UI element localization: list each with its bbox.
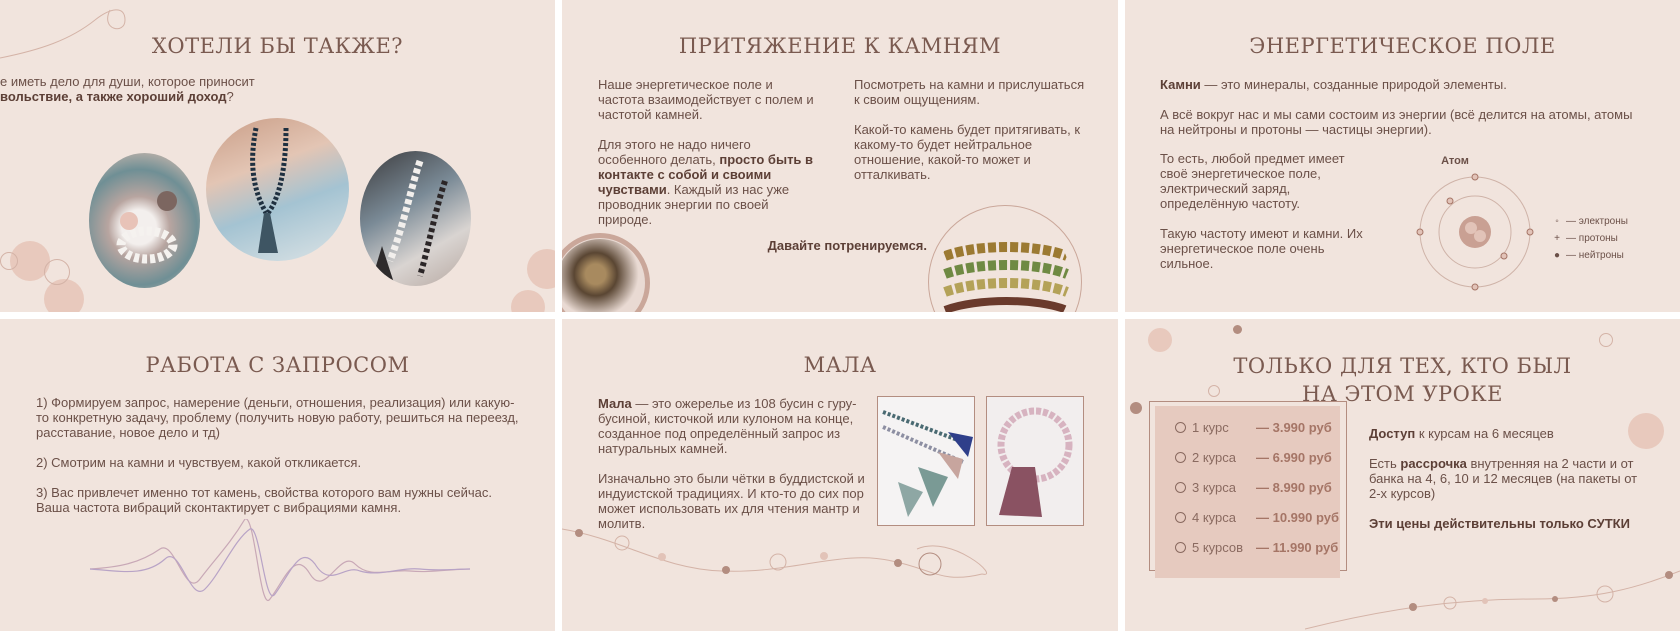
decor-circle (44, 279, 84, 312)
price-count: 2 курса (1192, 449, 1236, 465)
atom-label: Атом (1441, 155, 1469, 167)
price-rows (1155, 406, 1340, 562)
atom-legend (1552, 213, 1628, 264)
price-count: 1 курс (1192, 419, 1229, 435)
decor-circle (527, 249, 555, 289)
step-2: 2) Смотрим на камни и чувствуем, какой откликается. (36, 455, 362, 470)
slide-energy-field (1125, 0, 1680, 312)
access-text (1369, 426, 1649, 441)
decor-circle (511, 290, 545, 312)
left-column (598, 77, 820, 227)
offer-title-line-1: ТОЛЬКО ДЛЯ ТЕХ, КТО БЫЛ (1233, 354, 1572, 378)
slide-mala (562, 319, 1118, 631)
bullet-circle-icon (1175, 512, 1186, 523)
right-paragraph-1: Посмотреть на камни и прислушаться к своим ощущениям. (854, 77, 1085, 107)
tassel-photo-pink (986, 396, 1084, 526)
decor-circle-outline (0, 252, 18, 270)
decor-bead-line (562, 519, 1118, 631)
legend-protons-label: — протоны (1566, 233, 1618, 244)
slide-title: МАЛА (803, 353, 877, 377)
price-sum: — 10.990 руб (1256, 509, 1340, 525)
price-sum: — 6.990 руб (1256, 449, 1332, 465)
electron-dot-icon: ◦ (1555, 216, 1559, 227)
legend-neutrons-label: — нейтроны (1566, 250, 1624, 261)
price-row (1175, 472, 1340, 502)
intro-line-2-end: ? (226, 89, 234, 104)
installment-text (1369, 456, 1649, 501)
right-paragraph-2: Какой-то камень будет притягивать, к какому-то будет нейтральное отношение, какой-то может и отталкивать. (854, 122, 1081, 182)
price-count: 4 курса (1192, 509, 1236, 525)
tassel-photo-colored (877, 396, 975, 526)
neutron-dot-icon: ● (1553, 250, 1561, 261)
step-3: 3) Вас привлечет именно тот камень, свойства которого вам нужны сейчас. Ваша частота вибраций сконтактирует с вибрациями камня. (36, 485, 493, 515)
mala-p1-rest: — это ожерелье из 108 бусин с гуру-бусиной, кисточкой или кулоном на конце, созданное под определённый запрос из натуральных камней. (598, 396, 857, 456)
energy-paragraph-4: Такую частоту имеют и камни. Их энергетическое поле очень сильное. (1160, 226, 1363, 271)
legend-electrons-label: — электроны (1566, 216, 1628, 227)
decor-circle-outline (1599, 333, 1613, 347)
mala-bold: Мала (598, 396, 632, 411)
legend-protons (1552, 230, 1628, 247)
slide-offer (1125, 319, 1680, 631)
atom-diagram (1415, 170, 1545, 300)
offer-title (1125, 352, 1680, 408)
price-row (1175, 442, 1340, 472)
left-paragraph-2 (598, 137, 820, 227)
slide-title: ХОТЕЛИ БЫ ТАКЖЕ? (151, 34, 404, 58)
slide-title: РАБОТА С ЗАПРОСОМ (145, 353, 410, 377)
proton-plus-icon: + (1554, 233, 1560, 244)
price-row (1175, 502, 1340, 532)
vibration-wave (90, 519, 470, 619)
offer-details (1369, 426, 1649, 531)
slide-title: ЭНЕРГЕТИЧЕСКОЕ ПОЛЕ (1249, 34, 1556, 58)
installment-bold: рассрочка (1400, 456, 1467, 471)
intro-line-2-bold: вольствие, а также хороший доход (0, 89, 227, 104)
energy-paragraph-3: То есть, любой предмет имеет своё энергетическое поле, электрический заряд, определённую частоту. (1160, 151, 1345, 211)
intro-line-2 (0, 89, 320, 104)
mala-text (598, 396, 868, 531)
step-1: 1) Формируем запрос, намерение (деньги, отношения, реализация) или какую-то конкретную задачу, проблему (получить новую работу, решиться на переезд, расставание, новое дело и тд) (36, 395, 519, 440)
text-top (1160, 77, 1650, 137)
price-count: 5 курсов (1192, 539, 1244, 555)
energy-p1-rest: — это минералы, созданные природой элементы. (1200, 77, 1507, 92)
legend-neutrons (1552, 247, 1628, 264)
decor-dot (1233, 325, 1242, 334)
bullet-circle-icon (1175, 482, 1186, 493)
access-bold: Доступ (1369, 426, 1416, 441)
bullet-circle-icon (1175, 542, 1186, 553)
decor-bead-line (1305, 549, 1680, 631)
access-rest: к курсам на 6 месяцев (1415, 426, 1554, 441)
right-column (854, 77, 1089, 182)
slide-wish (0, 0, 555, 312)
decor-circle-outline (44, 259, 70, 285)
intro-text (0, 74, 320, 104)
intro-line-1: е иметь дело для души, которое приносит (0, 74, 255, 89)
validity-bold: Эти цены действительны только СУТКИ (1369, 516, 1630, 531)
installment-start: Есть (1369, 456, 1401, 471)
price-count: 3 курса (1192, 479, 1236, 495)
mala-paragraph-2: Изначально это были чётки в буддистской и индуистской традициях. И кто-то до сих пор может использовать их для чтения мантр и молитв. (598, 471, 865, 531)
energy-paragraph-1 (1160, 77, 1650, 92)
steps-text (36, 395, 526, 515)
stones-bold: Камни (1160, 77, 1201, 92)
mala-paragraph-1 (598, 396, 868, 456)
cta-text: Давайте потренируемся. (767, 238, 927, 253)
mala-beads (206, 118, 349, 261)
pink-tassel (987, 397, 1083, 525)
price-sum: — 3.990 руб (1256, 419, 1332, 435)
bullet-circle-icon (1175, 422, 1186, 433)
price-sum: — 8.990 руб (1256, 479, 1332, 495)
left-p2-start: Для этого не надо ничего особенного делать, (598, 137, 751, 167)
bullet-circle-icon (1175, 452, 1186, 463)
crystals-bracelet-photo (89, 153, 200, 288)
text-left (1160, 151, 1375, 271)
legend-electrons (1552, 213, 1628, 230)
colored-tassels (878, 397, 974, 525)
slide-attraction (562, 0, 1118, 312)
decor-circle (1148, 328, 1172, 352)
left-p2-bold: просто быть в контакте с собой и своими чувствами (598, 152, 814, 197)
slide-request-work (0, 319, 555, 631)
offer-title-line-2: НА ЭТОМ УРОКЕ (1302, 382, 1503, 406)
bracelet-beads (89, 153, 200, 288)
black-mala-beads (360, 151, 471, 286)
validity-text (1369, 516, 1649, 531)
left-paragraph-1: Наше энергетическое поле и частота взаимодействует с полем и частотой камней. (598, 77, 814, 122)
energy-paragraph-2: А всё вокруг нас и мы сами состоим из энергии (всё делится на атомы, атомы на нейтроны и протоны — частицы энергии). (1160, 107, 1633, 137)
mala-hand-photo (206, 118, 349, 261)
price-sum: — 11.990 руб (1256, 539, 1339, 555)
installment-rest: внутренняя на 2 части и от банка на 4, 6, 10 и 12 месяцев (на пакеты от 2-х курсов) (1369, 456, 1638, 501)
left-p2-end: . Каждый из нас уже проводник энергии по своей природе. (598, 182, 790, 227)
slide-title: ПРИТЯЖЕНИЕ К КАМНЯМ (678, 34, 1002, 58)
black-mala-photo (360, 151, 471, 286)
price-row (1175, 412, 1340, 442)
